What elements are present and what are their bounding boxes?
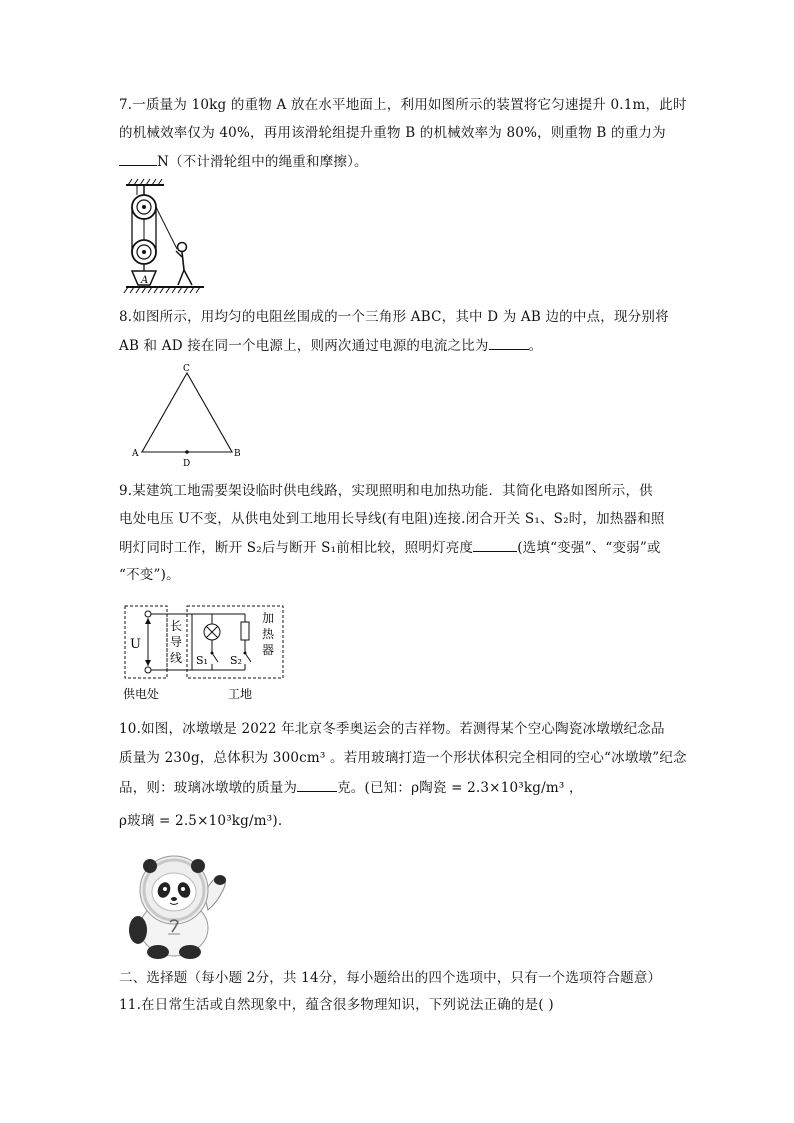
q10-line-4: ρ玻璃 = 2.5×10³kg/m³). — [119, 813, 283, 829]
circuit-voltage-label: U — [130, 637, 141, 652]
triangle-label-c: C — [183, 364, 190, 374]
circuit-site-label: 工地 — [228, 687, 253, 701]
q9-line-3-end: (选填“变强”、“变弱”或 — [517, 540, 661, 556]
q9-line-4: “不变”)。 — [119, 567, 180, 583]
circuit-heater-label-3: 器 — [262, 643, 275, 657]
q7-answer-blank[interactable] — [119, 151, 157, 166]
q7-line-2: 的机械效率仅为 40%，再用该滑轮组提升重物 B 的机械效率为 80%，则重物 B 的重力为 — [119, 125, 666, 141]
mascot-illustration — [120, 848, 232, 960]
q8-line-2 — [119, 335, 542, 356]
q11-line-1: 11.在日常生活或自然现象中，蕴含很多物理知识，下列说法正确的是( ) — [119, 997, 554, 1013]
q8-line-2-text: AB 和 AD 接在同一个电源上，则两次通过电源的电流之比为 — [119, 338, 489, 354]
triangle-label-d: D — [183, 459, 191, 469]
q9-line-2: 电处电压 U不变，从供电处到工地用长导线(有电阻)连接.闭合开关 S₁、S₂时，加热器和照 — [119, 511, 665, 527]
circuit-s2-label: S₂ — [230, 654, 242, 667]
q7-line-3-text: N（不计滑轮组中的绳重和摩擦）。 — [157, 154, 368, 170]
circuit-supply-label: 供电处 — [123, 687, 160, 701]
circuit-figure — [120, 600, 290, 710]
q8-line-1: 8.如图所示，用均匀的电阻丝围成的一个三角形 ABC，其中 D 为 AB 边的中点，现分别将 — [119, 309, 669, 325]
q10-line-2: 质量为 230g，总体积为 300cm³ 。若用玻璃打造一个形状体积完全相同的空心“冰墩墩”纪念 — [119, 750, 687, 766]
q7-line-3 — [119, 151, 368, 172]
q9-answer-blank[interactable] — [473, 537, 517, 552]
circuit-wire-label-2: 导 — [170, 635, 183, 649]
q9-line-1: 9.某建筑工地需要架设临时供电线路，实现照明和电加热功能．其简化电路如图所示，供 — [119, 483, 653, 499]
q10-line-3-end: 克。(已知：ρ陶瓷 = 2.3×10³kg/m³ ， — [337, 780, 583, 796]
circuit-heater-label-1: 加 — [262, 611, 275, 625]
pulley-figure — [122, 177, 212, 299]
q10-line-1: 10.如图，冰墩墩是 2022 年北京冬季奥运会的吉祥物。若测得某个空心陶瓷冰墩墩纪念品 — [119, 721, 665, 737]
q8-line-2-end: 。 — [528, 338, 543, 354]
section-2-heading: 二、选择题（每小题 2分，共 14分，每小题给出的四个选项中，只有一个选项符合题意） — [119, 970, 662, 986]
triangle-figure — [128, 362, 248, 470]
triangle-label-a: A — [132, 449, 139, 459]
q9-line-3-text: 明灯同时工作，断开 S₂后与断开 S₁前相比较，照明灯亮度 — [119, 540, 474, 556]
q10-answer-blank[interactable] — [297, 777, 337, 792]
q10-line-3-text: 品，则：玻璃冰墩墩的质量为 — [119, 780, 298, 796]
pulley-load-label: A — [141, 275, 149, 286]
circuit-wire-label-1: 长 — [170, 619, 183, 633]
q8-answer-blank[interactable] — [489, 335, 529, 350]
q10-line-3 — [119, 777, 583, 798]
triangle-label-b: B — [234, 449, 241, 459]
circuit-wire-label-3: 线 — [170, 651, 183, 665]
q7-line-1: 7.一质量为 10kg 的重物 A 放在水平地面上，利用如图所示的装置将它匀速提升 0.1m，此时 — [119, 97, 687, 113]
q9-line-3 — [119, 537, 661, 558]
circuit-heater-label-2: 热 — [262, 627, 275, 641]
circuit-s1-label: S₁ — [196, 654, 208, 667]
